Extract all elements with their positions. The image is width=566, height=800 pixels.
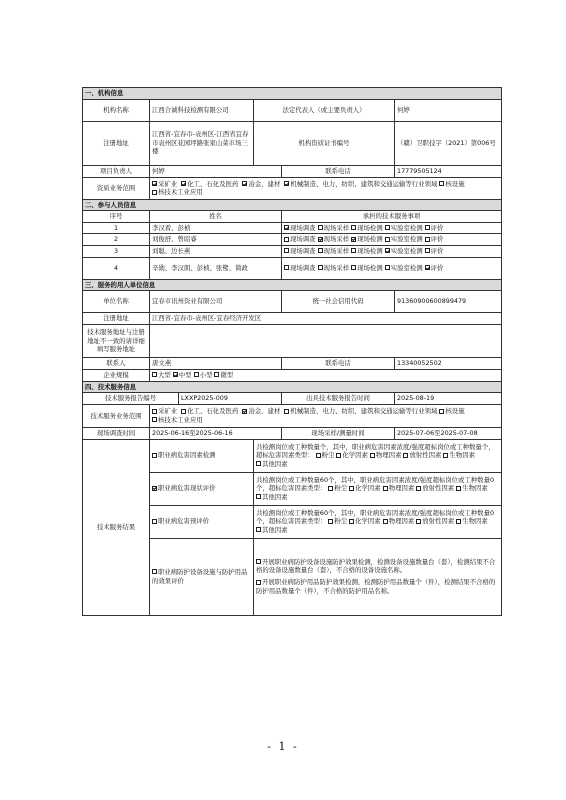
checkbox-empty-icon bbox=[349, 519, 354, 524]
unit-name-value: 宜春市讯州资业有限公司 bbox=[150, 291, 282, 313]
qual-scope-label: 资质业务范围 bbox=[83, 177, 150, 199]
result4-text: 开展职业病防护设备设施防护效果检测，检测设备设施数量台（套），检测结果不合格的设备设施数量台（套），不合格的设备设施名称。 开展职业病防护用品防护效果检测，检测防护用品数量个（件），检测结果不合格的防护用品数量个（件），不合格的防护用品名称。 bbox=[254, 538, 502, 615]
qual-scope-option: 化工、石化及医药 bbox=[181, 180, 238, 188]
checkbox-checked-icon bbox=[173, 372, 178, 377]
row-names: 刘聪、边长燕 bbox=[150, 245, 282, 257]
col-task-header: 承担的技术服务事项 bbox=[282, 211, 502, 223]
row-tasks: 现场调查 现场采样 现场检测 实验室检测 评价 bbox=[282, 257, 502, 279]
rep-value: 何婷 bbox=[395, 99, 502, 121]
result1-label: 职业病危害因素检测 bbox=[150, 439, 254, 472]
checkbox-empty-icon bbox=[152, 372, 157, 377]
checkbox-empty-icon bbox=[416, 486, 421, 491]
col-name-header: 姓名 bbox=[150, 211, 282, 223]
checkbox-empty-icon bbox=[439, 181, 444, 186]
contact-value: 唐文燕 bbox=[150, 358, 282, 370]
checkbox-empty-icon bbox=[385, 237, 390, 242]
checkbox-checked-icon bbox=[181, 181, 186, 186]
result3-text: 共检测岗位或工种数量60个，其中，职业病危害因素浓度/强度超标岗位或工种数量0个，超标危害因素类型： 粉尘 化学因素 物理因素 放射性因素 生物因素其他因素 bbox=[254, 505, 502, 538]
checkbox-empty-icon bbox=[284, 265, 289, 270]
org-name-value: 江西合诚科技检测有限公司 bbox=[150, 99, 254, 121]
checkbox-checked-icon bbox=[152, 181, 157, 186]
company-size-label: 企业规模 bbox=[83, 369, 150, 381]
org-addr-value: 江西省-宜春市-袁州区-江西省宜春市袁州区花园坪路张家山菜市场三楼 bbox=[150, 121, 254, 165]
unit-phone-label: 联系电话 bbox=[282, 358, 395, 370]
checkbox-empty-icon bbox=[425, 248, 430, 253]
col-no-header: 序号 bbox=[83, 211, 150, 223]
checkbox-empty-icon bbox=[456, 486, 461, 491]
checkbox-empty-icon bbox=[443, 453, 448, 458]
row-tasks: 现场调查 现场采样 现场检测 实验室检测 评价 bbox=[282, 234, 502, 246]
checkbox-empty-icon bbox=[416, 519, 421, 524]
qual-scope-options bbox=[150, 177, 502, 199]
checkbox-checked-icon bbox=[284, 181, 289, 186]
checkbox-empty-icon bbox=[256, 580, 261, 585]
checkbox-empty-icon bbox=[349, 486, 354, 491]
checkbox-checked-icon bbox=[425, 265, 430, 270]
pm-label: 项目负责人 bbox=[83, 165, 150, 177]
checkbox-empty-icon bbox=[318, 225, 323, 230]
sampling-time-value: 2025-07-06至2025-07-08 bbox=[395, 427, 502, 439]
result3-label: 职业病危害预评价 bbox=[150, 505, 254, 538]
checkbox-empty-icon bbox=[383, 486, 388, 491]
unit-phone-value: 13340052502 bbox=[395, 358, 502, 370]
credit-code-label: 统一社会信用代码 bbox=[282, 291, 395, 313]
section-employer-title: 三、服务的用人单位信息 bbox=[83, 279, 502, 291]
checkbox-empty-icon bbox=[152, 453, 157, 458]
section-personnel-title: 二、参与人员信息 bbox=[83, 199, 502, 211]
table-row bbox=[83, 257, 502, 279]
checkbox-empty-icon bbox=[385, 225, 390, 230]
row-no: 3 bbox=[83, 245, 150, 257]
org-phone-label: 联系电话 bbox=[282, 165, 395, 177]
row-names: 辛勋、李汉朗、彭桢、张鹭、简政 bbox=[150, 257, 282, 279]
report-date-value: 2025-08-19 bbox=[395, 393, 502, 405]
checkbox-empty-icon bbox=[194, 372, 199, 377]
checkbox-empty-icon bbox=[152, 569, 157, 574]
checkbox-empty-icon bbox=[328, 519, 333, 524]
service-scope-label: 技术服务业务范围 bbox=[83, 404, 150, 427]
checkbox-empty-icon bbox=[256, 461, 261, 466]
checkbox-checked-icon bbox=[242, 409, 247, 414]
checkbox-empty-icon bbox=[152, 417, 157, 422]
section-org-title: 一、机构信息 bbox=[83, 88, 502, 100]
report-no-label: 技术服务报告编号 bbox=[83, 393, 179, 405]
result2-text: 共检测岗位或工种数量60个，其中，职业病危害因素浓度/强度超标岗位或工种数量0个，超标危害因素类型： 粉尘 化学因素 物理因素 放射性因素 生物因素其他因素 bbox=[254, 472, 502, 505]
cert-value: （赣）卫职技字（2021）第006号 bbox=[395, 121, 502, 165]
checkbox-checked-icon bbox=[284, 225, 289, 230]
sampling-time-label: 现场采样/测量时间 bbox=[282, 427, 395, 439]
checkbox-empty-icon bbox=[439, 409, 444, 414]
qual-scope-option: 采矿业 bbox=[152, 180, 177, 188]
result2-label: 职业病危害现状评价 bbox=[150, 472, 254, 505]
page-number: - 1 - bbox=[267, 740, 299, 753]
org-phone-value: 17779505124 bbox=[395, 165, 502, 177]
checkbox-empty-icon bbox=[336, 453, 341, 458]
section-service-title: 四、技术服务信息 bbox=[83, 381, 502, 393]
survey-time-value: 2025-06-16至2025-06-16 bbox=[150, 427, 282, 439]
checkbox-checked-icon bbox=[351, 237, 356, 242]
rep-label: 法定代表人（或主要负责人） bbox=[254, 99, 395, 121]
checkbox-empty-icon bbox=[152, 190, 157, 195]
checkbox-empty-icon bbox=[456, 519, 461, 524]
report-no-value: LXXP2025-009 bbox=[179, 393, 282, 405]
qual-scope-option: 核设施 bbox=[439, 180, 464, 188]
checkbox-empty-icon bbox=[284, 248, 289, 253]
survey-time-label: 现场调查时间 bbox=[83, 427, 150, 439]
checkbox-empty-icon bbox=[256, 494, 261, 499]
result1-text: 共检测岗位或工种数量个，其中，职业病危害因素浓度/强度超标岗位或工种数量个，超标危害因素类型： 粉尘 化学因素 物理因素 放射性因素 生物因素其他因素 bbox=[254, 439, 502, 472]
row-tasks: 现场调查 现场采样 现场检测 实验室检测 评价 bbox=[282, 245, 502, 257]
company-size-options: 大型 中型 小型 微型 bbox=[150, 369, 502, 381]
checkbox-checked-icon bbox=[318, 237, 323, 242]
cert-label: 机构资质证书编号 bbox=[254, 121, 395, 165]
table-row bbox=[83, 245, 502, 257]
checkbox-empty-icon bbox=[328, 486, 333, 491]
row-no: 2 bbox=[83, 234, 150, 246]
checkbox-empty-icon bbox=[284, 409, 289, 414]
checkbox-empty-icon bbox=[351, 265, 356, 270]
result4-label: 职业病防护设备设施与防护用品的效果评价 bbox=[150, 538, 254, 615]
org-name-label: 机构名称 bbox=[83, 99, 150, 121]
checkbox-empty-icon bbox=[284, 237, 289, 242]
checkbox-empty-icon bbox=[256, 559, 261, 564]
checkbox-empty-icon bbox=[351, 225, 356, 230]
credit-code-value: 91360900600899479 bbox=[395, 291, 502, 313]
checkbox-empty-icon bbox=[425, 237, 430, 242]
checkbox-checked-icon bbox=[242, 181, 247, 186]
checkbox-empty-icon bbox=[152, 409, 157, 414]
checkbox-empty-icon bbox=[403, 453, 408, 458]
checkbox-empty-icon bbox=[318, 248, 323, 253]
checkbox-empty-icon bbox=[316, 453, 321, 458]
checkbox-empty-icon bbox=[383, 519, 388, 524]
unit-name-label: 单位名称 bbox=[83, 291, 150, 313]
checkbox-empty-icon bbox=[256, 527, 261, 532]
unit-addr-value: 江西省-宜春市-袁州区-宜春经济开发区 bbox=[150, 313, 502, 325]
row-tasks: 现场调查 现场采样 现场检测 实验室检测 评价 bbox=[282, 222, 502, 234]
table-row bbox=[83, 222, 502, 234]
service-addr-label: 技术服务地址与注册地址不一致的请详细填写服务地址 bbox=[83, 325, 150, 358]
row-no: 1 bbox=[83, 222, 150, 234]
checkbox-checked-icon bbox=[152, 486, 157, 491]
checkbox-empty-icon bbox=[181, 409, 186, 414]
qual-scope-option: 核技术工业应用 bbox=[152, 188, 203, 196]
checkbox-empty-icon bbox=[425, 225, 430, 230]
report-date-label: 出具技术服务报告时间 bbox=[282, 393, 395, 405]
checkbox-empty-icon bbox=[385, 265, 390, 270]
checkbox-checked-icon bbox=[385, 248, 390, 253]
contact-label: 联系人 bbox=[83, 358, 150, 370]
checkbox-empty-icon bbox=[152, 519, 157, 524]
qual-scope-option: 冶金、建材 bbox=[242, 180, 280, 188]
form-table bbox=[82, 87, 502, 616]
checkbox-empty-icon bbox=[318, 265, 323, 270]
service-addr-value bbox=[150, 325, 502, 358]
table-row bbox=[83, 234, 502, 246]
pm-value: 何婷 bbox=[150, 165, 282, 177]
checkbox-empty-icon bbox=[214, 372, 219, 377]
results-label: 技术服务结果 bbox=[83, 439, 150, 615]
qual-scope-option: 机械制造、电力、纺织、建筑和交通运输等行业领域 bbox=[284, 180, 437, 188]
checkbox-empty-icon bbox=[351, 248, 356, 253]
row-names: 刘俊舒、曾昭睿 bbox=[150, 234, 282, 246]
service-scope-options: 采矿业 化工、石化及医药 冶金、建材 机械制造、电力、纺织、建筑和交通运输等行业领域 核设施 核技术工业应用 bbox=[150, 404, 502, 427]
org-addr-label: 注册地址 bbox=[83, 121, 150, 165]
row-names: 李汉看、彭桢 bbox=[150, 222, 282, 234]
row-no: 4 bbox=[83, 257, 150, 279]
unit-addr-label: 注册地址 bbox=[83, 313, 150, 325]
checkbox-empty-icon bbox=[370, 453, 375, 458]
